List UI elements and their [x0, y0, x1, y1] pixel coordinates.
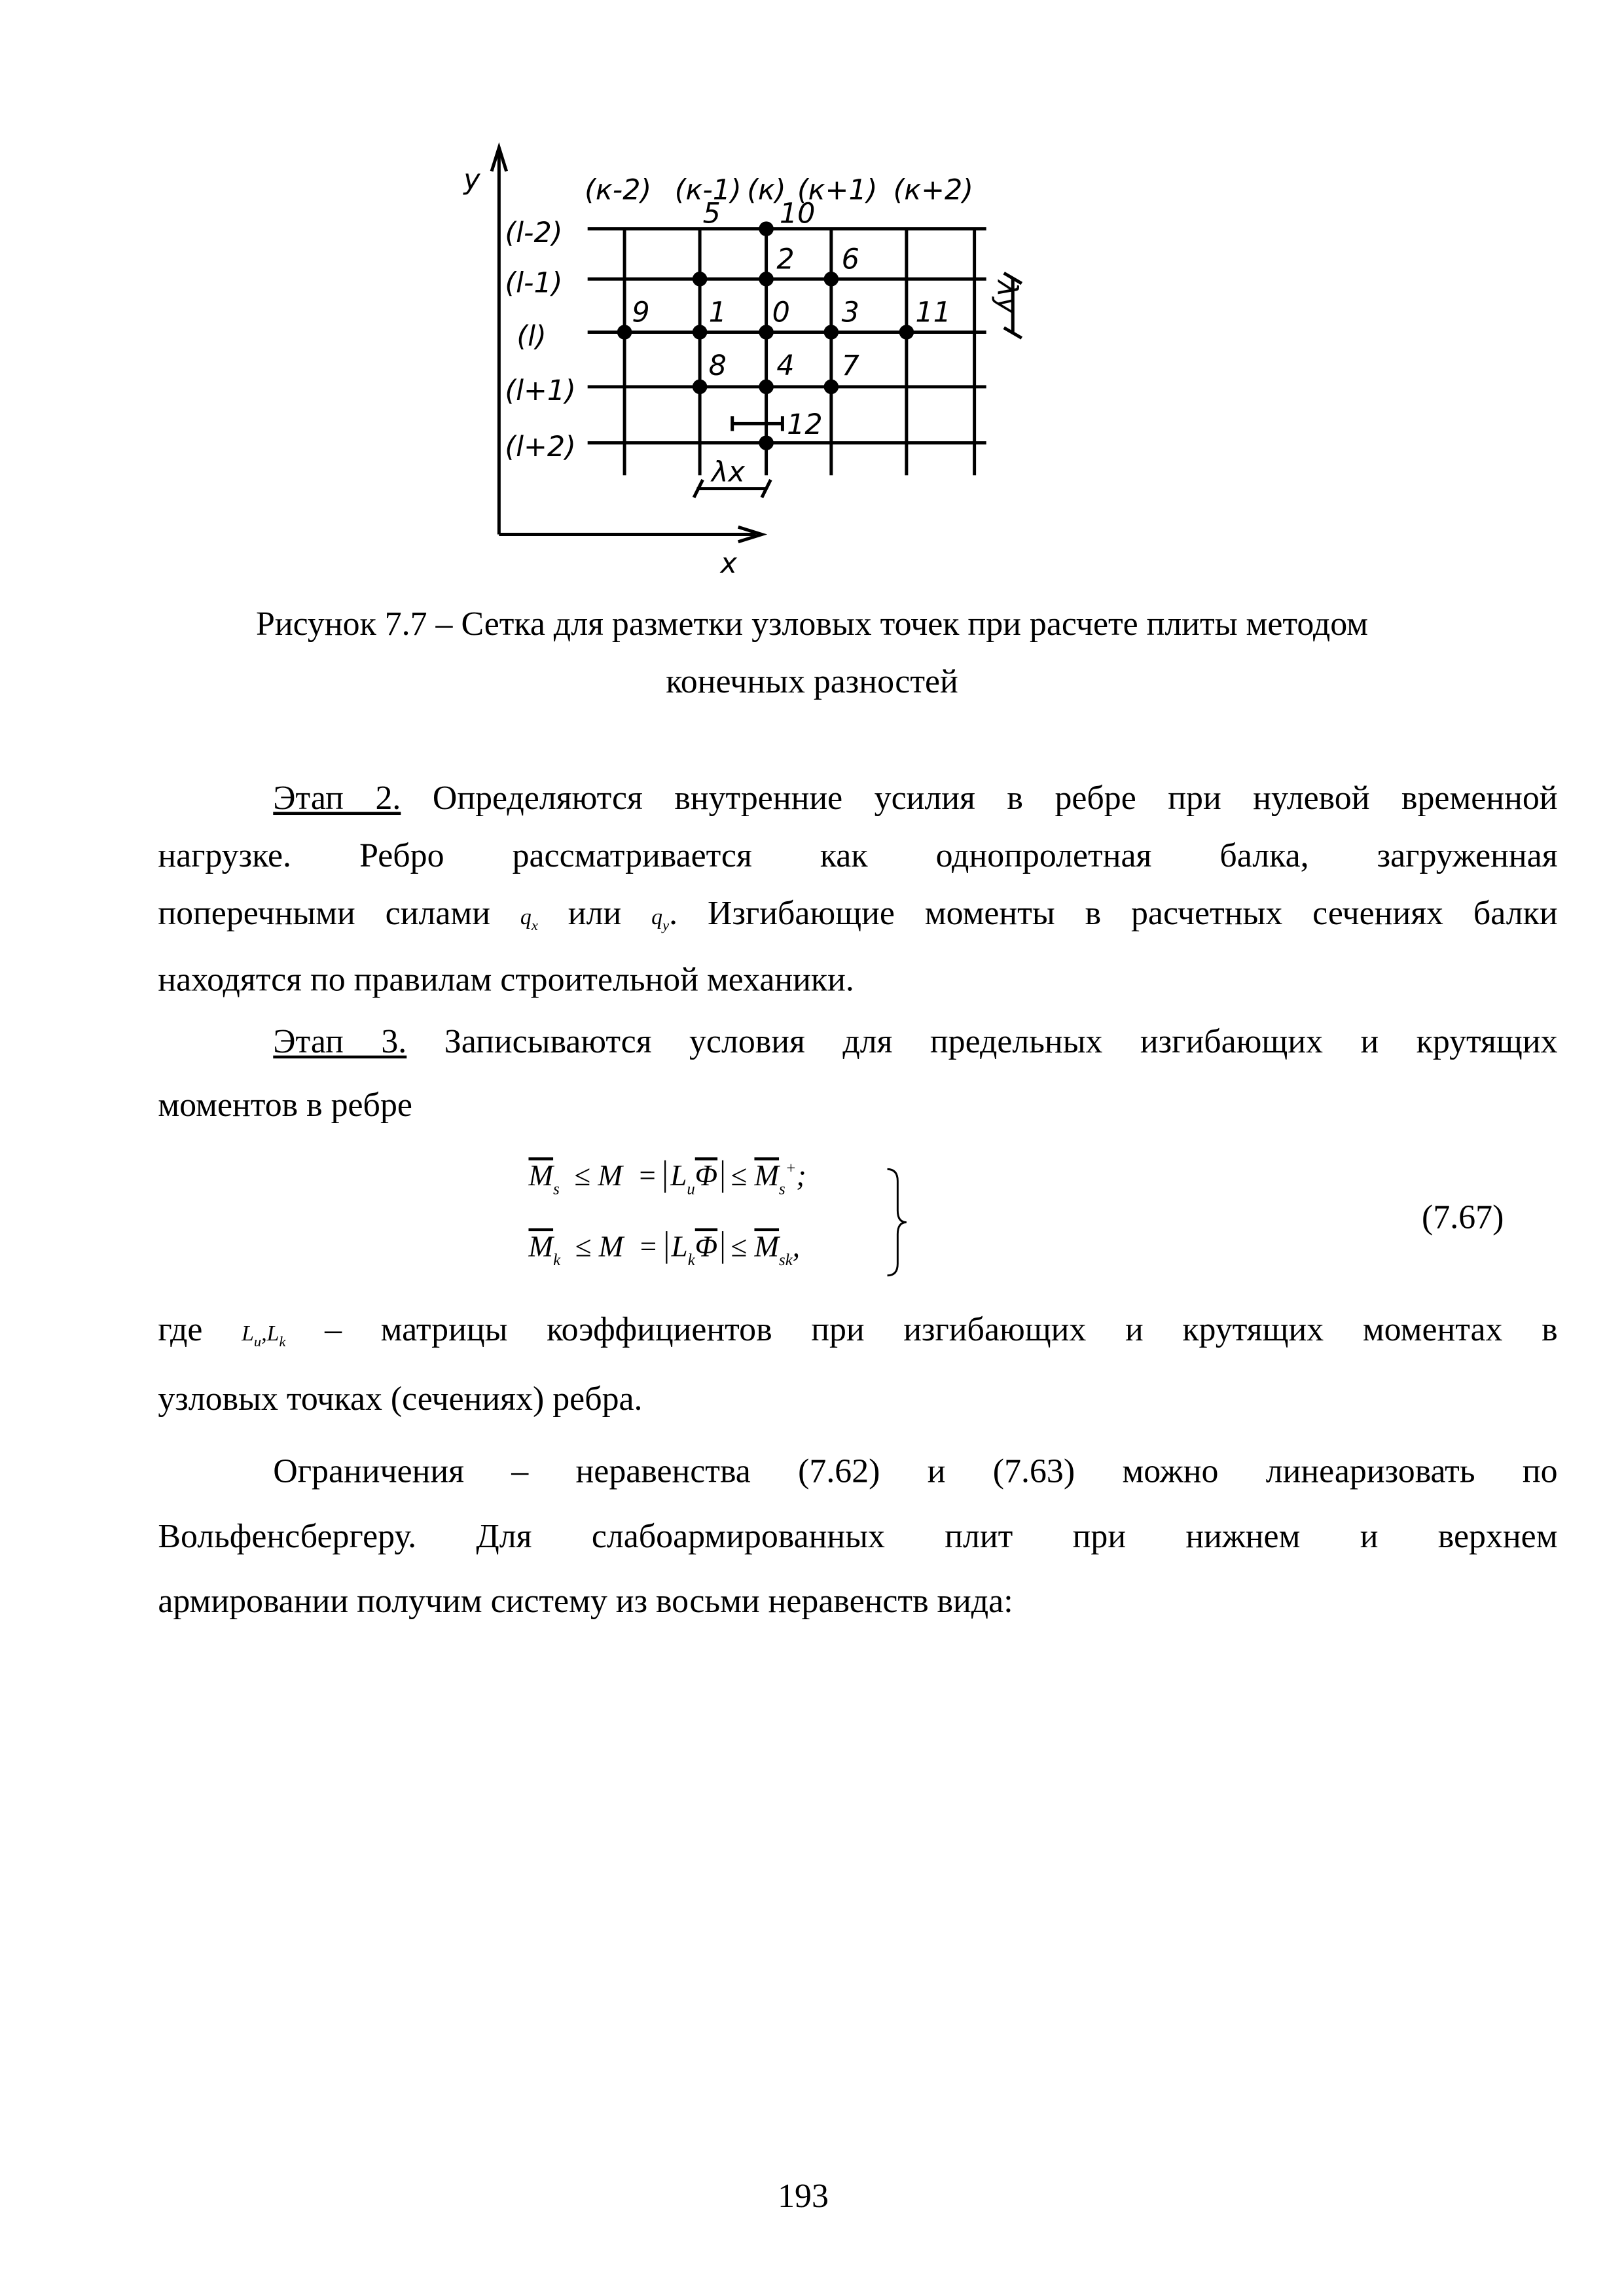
paragraph-line — [273, 1020, 1557, 1065]
text: Определяются внутренние усилия в ребре при нулевой временной — [432, 779, 1558, 817]
x-axis-label: x — [720, 547, 738, 581]
paragraph-line — [158, 1308, 1557, 1365]
node-label: 9 — [632, 296, 650, 329]
row-label: (l+2) — [505, 430, 576, 463]
row-label: (l-1) — [505, 266, 563, 300]
paragraph-line: нагрузке. Ребро рассматривается как однопролетная балка, загруженная — [158, 836, 1558, 874]
y-axis-label: y — [463, 163, 480, 196]
stage-label: Этап 3. — [273, 1023, 407, 1060]
page-number: 193 — [778, 2177, 829, 2215]
node-label: 4 — [776, 349, 795, 382]
col-label: (к-1) — [674, 173, 742, 207]
dim-y-label: λy — [990, 280, 1024, 314]
node-label: 7 — [841, 349, 859, 382]
math-lu-lk: $L_u,L_k$ — [242, 1322, 286, 1351]
text: где — [158, 1310, 203, 1348]
node-label: 3 — [841, 296, 859, 329]
figure-caption: Рисунок 7.7 – Сетка для разметки узловых точек при расчете плиты методом — [255, 605, 1369, 643]
node-label: 6 — [841, 243, 859, 276]
col-label: (к+2) — [893, 173, 974, 207]
node-label: 1 — [708, 296, 727, 329]
col-label: (к+1) — [797, 173, 878, 207]
row-label: (l-2) — [505, 216, 563, 249]
paragraph-line — [158, 891, 1557, 949]
math-qy: $q_y$ — [651, 906, 670, 935]
node-label: 10 — [779, 197, 816, 230]
node-label: 12 — [787, 408, 823, 442]
node-label: 0 — [772, 296, 790, 329]
paragraph-line: находятся по правилам строительной механики. — [158, 961, 854, 998]
paragraph-line — [273, 776, 1557, 821]
node-label: 2 — [776, 243, 795, 276]
formula-row-1: $\overline{M}_s \le M = L_u\overline{\Phi} \le \overline{M}_s^+$; — [528, 1160, 806, 1199]
paragraph-line: Вольфенсбергеру. Для слабоармированных плит при нижнем и верхнем — [158, 1517, 1558, 1555]
finite-difference-grid-figure — [0, 0, 1624, 590]
row-label: (l) — [516, 319, 547, 353]
text: поперечными силами — [158, 894, 491, 932]
col-label: (к-2) — [585, 173, 652, 207]
stage-label: Этап 2. — [273, 779, 401, 817]
text: или — [568, 894, 622, 932]
text: . Изгибающие моменты в расчетных сечениях балки — [669, 894, 1558, 932]
paragraph-line: моментов в ребре — [158, 1086, 412, 1124]
equation-number: (7.67) — [1422, 1198, 1504, 1236]
paragraph-line: армировании получим систему из восьми неравенств вида: — [158, 1582, 1013, 1620]
brace-icon — [883, 1166, 912, 1278]
paragraph-line: узловых точках (сечениях) ребра. — [158, 1380, 643, 1418]
dim-x-label: λx — [712, 456, 745, 489]
text: – матрицы коэффициентов при изгибающих и крутящих моментах в — [325, 1310, 1558, 1348]
node-label: 8 — [708, 349, 727, 382]
math-qx: $q_x$ — [520, 906, 538, 935]
node-label: 5 — [702, 197, 721, 230]
row-label: (l+1) — [505, 374, 576, 408]
formula-row-2: $\overline{M}_k \le M = L_k\overline{\Phi} \le \overline{M}_{sk}$, — [528, 1231, 801, 1270]
col-label: (к) — [747, 173, 786, 207]
paragraph-line: Ограничения – неравенства (7.62) и (7.63) можно линеаризовать по — [273, 1452, 1558, 1490]
node-label: 11 — [915, 296, 951, 329]
text: Записываются условия для предельных изгибающих и крутящих — [444, 1023, 1558, 1060]
figure-caption: конечных разностей — [666, 662, 958, 700]
